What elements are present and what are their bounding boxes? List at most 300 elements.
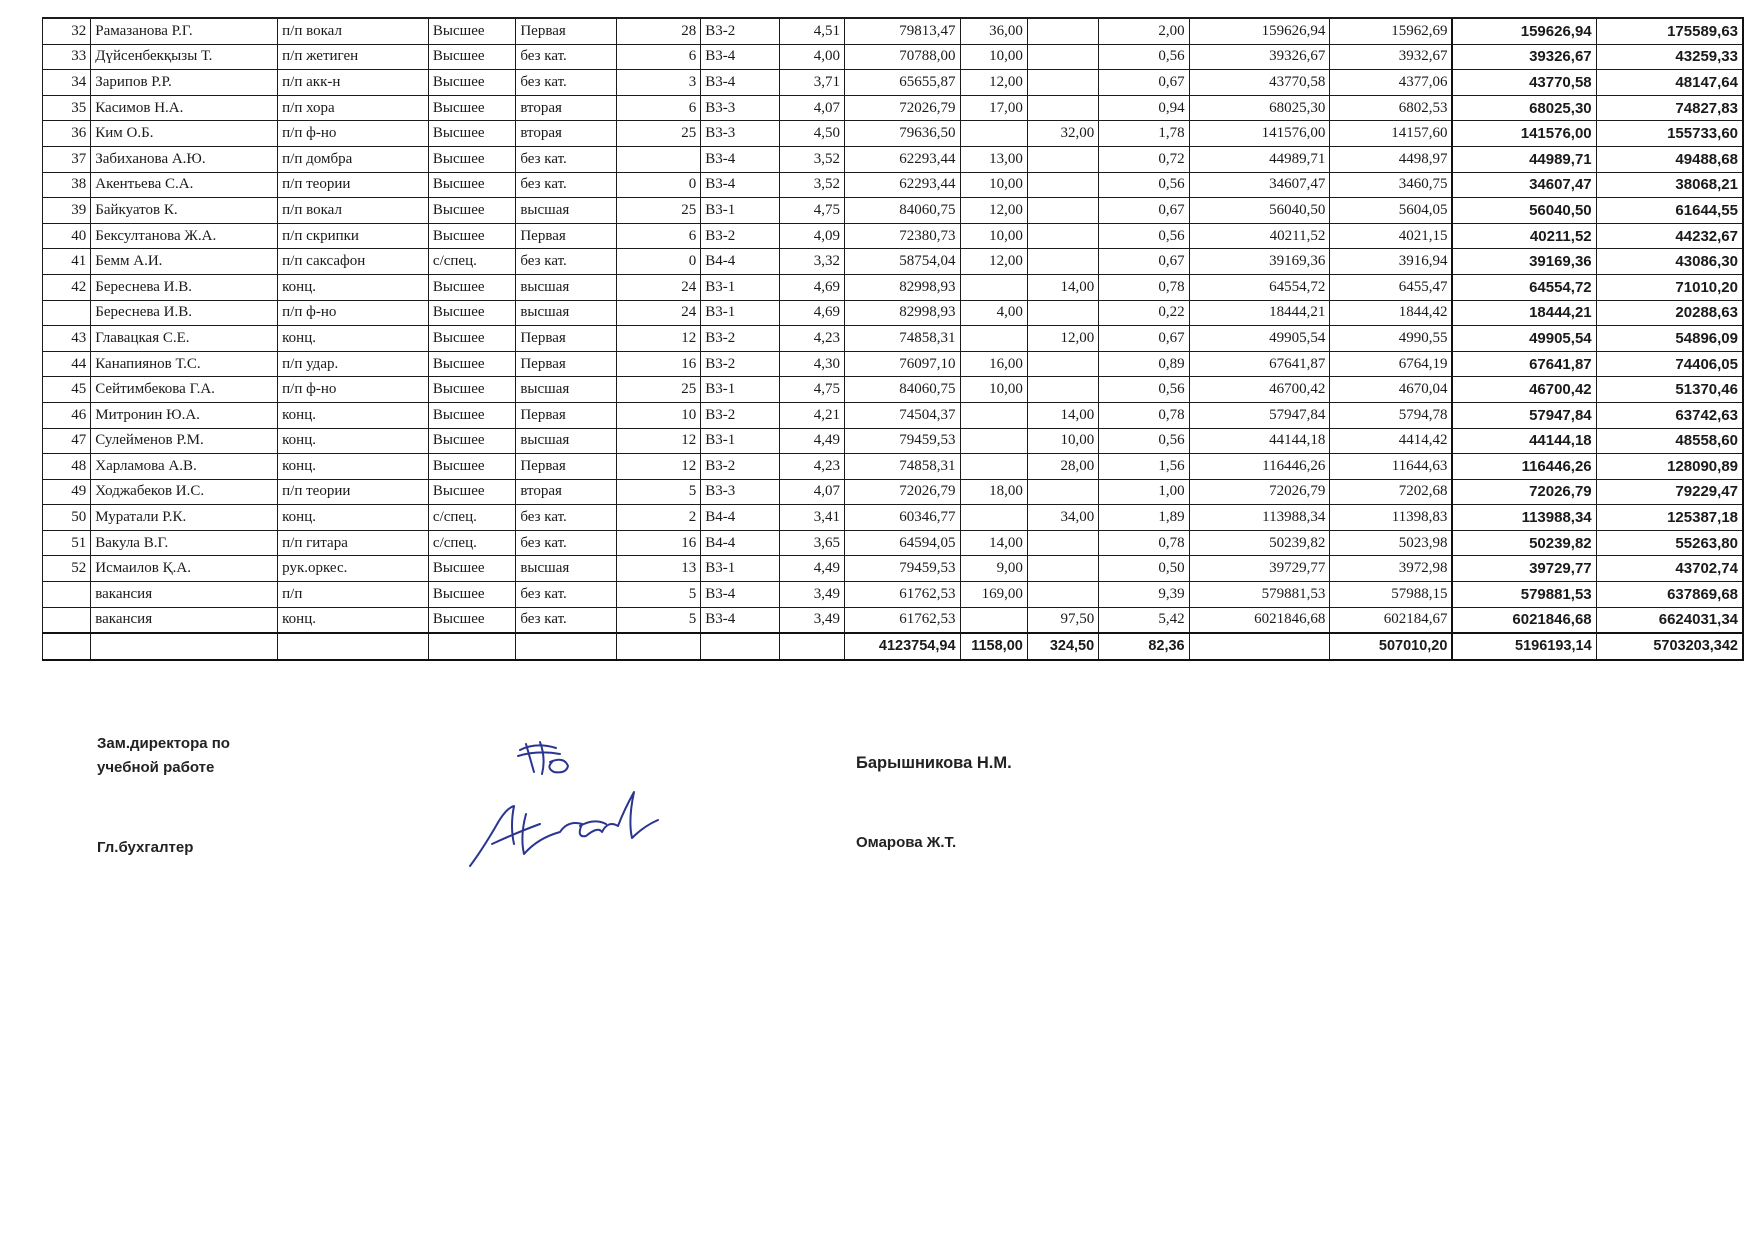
cell-subtotal: 141576,00	[1452, 121, 1596, 147]
cell-education: Высшее	[428, 402, 515, 428]
cell-education: Высшее	[428, 582, 515, 608]
cell-category: Первая	[516, 402, 617, 428]
cell-position: п/п саксафон	[278, 249, 429, 275]
cell-position	[278, 633, 429, 660]
table-row	[43, 172, 1744, 198]
cell-hours-b	[1027, 300, 1098, 326]
cell-hours-b: 324,50	[1027, 633, 1098, 660]
cell-bonus: 4990,55	[1330, 326, 1453, 352]
cell-experience: 6	[616, 95, 700, 121]
table-row	[43, 530, 1744, 556]
cell-category: высшая	[516, 274, 617, 300]
cell-bonus: 1844,42	[1330, 300, 1453, 326]
cell-num: 39	[43, 198, 91, 224]
cell-name	[91, 633, 278, 660]
cell-hours-a: 36,00	[960, 18, 1027, 44]
cell-salary-sum: 40211,52	[1189, 223, 1330, 249]
cell-grade: B3-1	[701, 198, 779, 224]
cell-grade: B3-1	[701, 274, 779, 300]
cell-hours-a	[960, 505, 1027, 531]
cell-grade: B3-2	[701, 351, 779, 377]
cell-education: Высшее	[428, 121, 515, 147]
cell-subtotal: 113988,34	[1452, 505, 1596, 531]
cell-num: 36	[43, 121, 91, 147]
cell-subtotal: 39169,36	[1452, 249, 1596, 275]
cell-position: конц.	[278, 454, 429, 480]
cell-subtotal: 159626,94	[1452, 18, 1596, 44]
table-row	[43, 351, 1744, 377]
cell-hours-b	[1027, 223, 1098, 249]
cell-total: 43702,74	[1596, 556, 1743, 582]
cell-experience: 5	[616, 479, 700, 505]
cell-experience: 6	[616, 44, 700, 70]
cell-hours-b: 14,00	[1027, 402, 1098, 428]
cell-category: без кат.	[516, 505, 617, 531]
cell-total: 175589,63	[1596, 18, 1743, 44]
cell-position: п/п акк-н	[278, 70, 429, 96]
cell-base-salary: 74858,31	[844, 326, 960, 352]
cell-rate: 0,67	[1099, 70, 1189, 96]
cell-name: Забиханова А.Ю.	[91, 146, 278, 172]
cell-grade: B3-2	[701, 402, 779, 428]
cell-coefficient: 3,49	[779, 607, 844, 633]
cell-education: Высшее	[428, 44, 515, 70]
cell-experience: 16	[616, 530, 700, 556]
cell-hours-a: 10,00	[960, 172, 1027, 198]
cell-position: конц.	[278, 402, 429, 428]
cell-grade: B4-4	[701, 530, 779, 556]
cell-subtotal: 56040,50	[1452, 198, 1596, 224]
cell-education: Высшее	[428, 223, 515, 249]
cell-rate: 0,50	[1099, 556, 1189, 582]
cell-name: Митронин Ю.А.	[91, 402, 278, 428]
cell-hours-a	[960, 428, 1027, 454]
cell-rate: 2,00	[1099, 18, 1189, 44]
cell-coefficient: 3,65	[779, 530, 844, 556]
cell-hours-a	[960, 274, 1027, 300]
cell-education: Высшее	[428, 198, 515, 224]
cell-hours-a: 12,00	[960, 198, 1027, 224]
cell-bonus: 4498,97	[1330, 146, 1453, 172]
cell-education: с/спец.	[428, 249, 515, 275]
cell-category: вторая	[516, 479, 617, 505]
cell-rate: 1,56	[1099, 454, 1189, 480]
cell-base-salary: 61762,53	[844, 607, 960, 633]
cell-education: Высшее	[428, 377, 515, 403]
cell-grade: B3-2	[701, 223, 779, 249]
cell-subtotal: 34607,47	[1452, 172, 1596, 198]
cell-num: 52	[43, 556, 91, 582]
cell-hours-b: 10,00	[1027, 428, 1098, 454]
cell-position: п/п вокал	[278, 198, 429, 224]
cell-hours-b	[1027, 44, 1098, 70]
cell-subtotal: 5196193,14	[1452, 633, 1596, 660]
cell-total: 38068,21	[1596, 172, 1743, 198]
cell-subtotal: 68025,30	[1452, 95, 1596, 121]
cell-base-salary: 72026,79	[844, 95, 960, 121]
cell-grade: B3-2	[701, 326, 779, 352]
cell-category: без кат.	[516, 607, 617, 633]
deputy-title-line2: учебной работе	[97, 759, 215, 776]
table-row	[43, 249, 1744, 275]
cell-coefficient: 4,75	[779, 377, 844, 403]
cell-education	[428, 633, 515, 660]
cell-experience: 3	[616, 70, 700, 96]
cell-category: Первая	[516, 454, 617, 480]
cell-position: конц.	[278, 428, 429, 454]
cell-grade: B3-2	[701, 18, 779, 44]
cell-grade: B3-4	[701, 70, 779, 96]
cell-position: п/п домбра	[278, 146, 429, 172]
cell-hours-b	[1027, 95, 1098, 121]
cell-education: Высшее	[428, 454, 515, 480]
cell-hours-b	[1027, 249, 1098, 275]
cell-grade: B3-4	[701, 172, 779, 198]
cell-num: 51	[43, 530, 91, 556]
cell-hours-b: 12,00	[1027, 326, 1098, 352]
cell-coefficient: 4,30	[779, 351, 844, 377]
cell-education: с/спец.	[428, 530, 515, 556]
cell-name: Ходжабеков И.С.	[91, 479, 278, 505]
cell-category: без кат.	[516, 582, 617, 608]
cell-education: Высшее	[428, 95, 515, 121]
cell-bonus: 4670,04	[1330, 377, 1453, 403]
cell-grade: B3-4	[701, 44, 779, 70]
cell-position: п/п ф-но	[278, 377, 429, 403]
cell-grade: B3-1	[701, 428, 779, 454]
cell-coefficient: 4,23	[779, 454, 844, 480]
cell-hours-b: 34,00	[1027, 505, 1098, 531]
staff-salary-table	[42, 17, 1744, 661]
cell-coefficient: 3,52	[779, 172, 844, 198]
cell-base-salary: 60346,77	[844, 505, 960, 531]
table-row	[43, 223, 1744, 249]
cell-grade: B3-4	[701, 582, 779, 608]
cell-base-salary: 74858,31	[844, 454, 960, 480]
cell-name: Дүйсенбекқызы Т.	[91, 44, 278, 70]
cell-num: 37	[43, 146, 91, 172]
cell-hours-b	[1027, 70, 1098, 96]
cell-rate: 9,39	[1099, 582, 1189, 608]
cell-base-salary: 76097,10	[844, 351, 960, 377]
cell-hours-a	[960, 454, 1027, 480]
cell-experience: 24	[616, 300, 700, 326]
cell-grade: B3-1	[701, 556, 779, 582]
cell-bonus: 4414,42	[1330, 428, 1453, 454]
table-row	[43, 377, 1744, 403]
cell-base-salary: 79636,50	[844, 121, 960, 147]
cell-total: 5703203,342	[1596, 633, 1743, 660]
cell-num: 50	[43, 505, 91, 531]
cell-num: 35	[43, 95, 91, 121]
cell-total: 79229,47	[1596, 479, 1743, 505]
cell-bonus: 14157,60	[1330, 121, 1453, 147]
cell-base-salary: 4123754,94	[844, 633, 960, 660]
table-row	[43, 454, 1744, 480]
cell-num: 46	[43, 402, 91, 428]
cell-category: высшая	[516, 198, 617, 224]
cell-rate: 0,94	[1099, 95, 1189, 121]
cell-subtotal: 44989,71	[1452, 146, 1596, 172]
cell-position: п/п жетиген	[278, 44, 429, 70]
totals-row	[43, 633, 1744, 660]
cell-position: п/п гитара	[278, 530, 429, 556]
cell-num	[43, 633, 91, 660]
cell-rate: 1,00	[1099, 479, 1189, 505]
cell-category: Первая	[516, 326, 617, 352]
table-row	[43, 198, 1744, 224]
cell-hours-b	[1027, 18, 1098, 44]
cell-rate: 0,78	[1099, 530, 1189, 556]
cell-position: п/п ф-но	[278, 300, 429, 326]
cell-name: Рамазанова Р.Г.	[91, 18, 278, 44]
cell-salary-sum: 46700,42	[1189, 377, 1330, 403]
cell-coefficient: 4,49	[779, 556, 844, 582]
cell-position: конц.	[278, 326, 429, 352]
cell-category: Первая	[516, 18, 617, 44]
cell-coefficient: 3,41	[779, 505, 844, 531]
cell-bonus: 11644,63	[1330, 454, 1453, 480]
cell-salary-sum: 50239,82	[1189, 530, 1330, 556]
cell-hours-a: 12,00	[960, 249, 1027, 275]
cell-category: без кат.	[516, 530, 617, 556]
cell-salary-sum: 44989,71	[1189, 146, 1330, 172]
cell-coefficient: 4,07	[779, 479, 844, 505]
cell-education: Высшее	[428, 274, 515, 300]
table-row	[43, 607, 1744, 633]
cell-salary-sum: 72026,79	[1189, 479, 1330, 505]
cell-grade: B3-3	[701, 121, 779, 147]
table-row	[43, 18, 1744, 44]
cell-rate: 5,42	[1099, 607, 1189, 633]
cell-salary-sum: 6021846,68	[1189, 607, 1330, 633]
cell-num: 43	[43, 326, 91, 352]
cell-name: Бемм А.И.	[91, 249, 278, 275]
table-row	[43, 300, 1744, 326]
cell-coefficient: 4,50	[779, 121, 844, 147]
cell-bonus: 5023,98	[1330, 530, 1453, 556]
cell-experience: 24	[616, 274, 700, 300]
cell-hours-b	[1027, 198, 1098, 224]
cell-category: без кат.	[516, 44, 617, 70]
cell-coefficient: 4,07	[779, 95, 844, 121]
cell-num: 41	[43, 249, 91, 275]
cell-salary-sum: 116446,26	[1189, 454, 1330, 480]
cell-education: Высшее	[428, 172, 515, 198]
cell-num: 42	[43, 274, 91, 300]
cell-hours-b: 32,00	[1027, 121, 1098, 147]
cell-salary-sum: 43770,58	[1189, 70, 1330, 96]
cell-position: конц.	[278, 607, 429, 633]
cell-hours-a: 10,00	[960, 377, 1027, 403]
cell-hours-b	[1027, 377, 1098, 403]
table-row	[43, 582, 1744, 608]
cell-rate: 0,89	[1099, 351, 1189, 377]
cell-education: с/спец.	[428, 505, 515, 531]
cell-base-salary: 79813,47	[844, 18, 960, 44]
cell-position: п/п хора	[278, 95, 429, 121]
cell-subtotal: 579881,53	[1452, 582, 1596, 608]
cell-rate: 0,56	[1099, 172, 1189, 198]
cell-experience: 2	[616, 505, 700, 531]
cell-coefficient: 3,32	[779, 249, 844, 275]
cell-total: 6624031,34	[1596, 607, 1743, 633]
cell-total: 155733,60	[1596, 121, 1743, 147]
cell-position: п/п теории	[278, 172, 429, 198]
cell-base-salary: 62293,44	[844, 146, 960, 172]
cell-category: высшая	[516, 300, 617, 326]
cell-total: 74827,83	[1596, 95, 1743, 121]
cell-hours-a: 17,00	[960, 95, 1027, 121]
table-row	[43, 402, 1744, 428]
cell-rate: 0,56	[1099, 44, 1189, 70]
cell-num	[43, 607, 91, 633]
cell-category: без кат.	[516, 70, 617, 96]
cell-position: конц.	[278, 274, 429, 300]
cell-hours-a	[960, 121, 1027, 147]
cell-salary-sum: 579881,53	[1189, 582, 1330, 608]
cell-coefficient: 4,69	[779, 300, 844, 326]
cell-experience: 16	[616, 351, 700, 377]
cell-salary-sum: 44144,18	[1189, 428, 1330, 454]
cell-hours-a: 12,00	[960, 70, 1027, 96]
cell-base-salary: 84060,75	[844, 198, 960, 224]
cell-coefficient: 4,49	[779, 428, 844, 454]
cell-subtotal: 46700,42	[1452, 377, 1596, 403]
cell-name: Касимов Н.А.	[91, 95, 278, 121]
cell-bonus: 6455,47	[1330, 274, 1453, 300]
table-row	[43, 479, 1744, 505]
cell-category	[516, 633, 617, 660]
cell-coefficient: 4,75	[779, 198, 844, 224]
cell-hours-a: 9,00	[960, 556, 1027, 582]
cell-rate: 0,56	[1099, 377, 1189, 403]
cell-education: Высшее	[428, 18, 515, 44]
cell-coefficient: 4,00	[779, 44, 844, 70]
cell-salary-sum: 34607,47	[1189, 172, 1330, 198]
cell-base-salary: 74504,37	[844, 402, 960, 428]
cell-name: Береснева И.В.	[91, 300, 278, 326]
cell-total: 43086,30	[1596, 249, 1743, 275]
cell-hours-a: 16,00	[960, 351, 1027, 377]
cell-experience: 12	[616, 326, 700, 352]
cell-total: 63742,63	[1596, 402, 1743, 428]
cell-position: п/п скрипки	[278, 223, 429, 249]
cell-coefficient: 3,49	[779, 582, 844, 608]
cell-bonus: 602184,67	[1330, 607, 1453, 633]
cell-hours-b	[1027, 582, 1098, 608]
cell-experience: 13	[616, 556, 700, 582]
cell-num: 47	[43, 428, 91, 454]
cell-base-salary: 72026,79	[844, 479, 960, 505]
cell-category: вторая	[516, 95, 617, 121]
cell-name: Харламова А.В.	[91, 454, 278, 480]
table-row	[43, 274, 1744, 300]
table-body	[43, 18, 1744, 660]
cell-total: 51370,46	[1596, 377, 1743, 403]
cell-salary-sum: 57947,84	[1189, 402, 1330, 428]
cell-bonus: 3972,98	[1330, 556, 1453, 582]
cell-salary-sum: 39729,77	[1189, 556, 1330, 582]
cell-base-salary: 79459,53	[844, 428, 960, 454]
cell-name: вакансия	[91, 582, 278, 608]
cell-education: Высшее	[428, 607, 515, 633]
cell-education: Высшее	[428, 70, 515, 96]
table-row	[43, 44, 1744, 70]
cell-grade: B3-1	[701, 377, 779, 403]
cell-category: высшая	[516, 428, 617, 454]
cell-experience: 28	[616, 18, 700, 44]
cell-total: 125387,18	[1596, 505, 1743, 531]
cell-grade: B3-1	[701, 300, 779, 326]
cell-base-salary: 79459,53	[844, 556, 960, 582]
cell-salary-sum: 67641,87	[1189, 351, 1330, 377]
cell-base-salary: 82998,93	[844, 274, 960, 300]
cell-experience: 5	[616, 582, 700, 608]
cell-coefficient: 3,52	[779, 146, 844, 172]
cell-subtotal: 67641,87	[1452, 351, 1596, 377]
cell-experience: 6	[616, 223, 700, 249]
cell-hours-a	[960, 402, 1027, 428]
cell-total: 128090,89	[1596, 454, 1743, 480]
cell-total: 43259,33	[1596, 44, 1743, 70]
cell-hours-b	[1027, 556, 1098, 582]
cell-hours-a: 4,00	[960, 300, 1027, 326]
cell-salary-sum: 64554,72	[1189, 274, 1330, 300]
cell-position: п/п	[278, 582, 429, 608]
cell-bonus: 15962,69	[1330, 18, 1453, 44]
cell-subtotal: 43770,58	[1452, 70, 1596, 96]
cell-rate: 82,36	[1099, 633, 1189, 660]
cell-grade: B3-3	[701, 479, 779, 505]
accountant-title: Гл.бухгалтер	[97, 839, 194, 856]
cell-name: вакансия	[91, 607, 278, 633]
cell-name: Канапиянов Т.С.	[91, 351, 278, 377]
cell-name: Исмаилов Қ.А.	[91, 556, 278, 582]
cell-bonus: 4377,06	[1330, 70, 1453, 96]
cell-salary-sum	[1189, 633, 1330, 660]
cell-total: 55263,80	[1596, 530, 1743, 556]
cell-total: 49488,68	[1596, 146, 1743, 172]
initials-mark	[516, 738, 574, 778]
cell-hours-a: 14,00	[960, 530, 1027, 556]
cell-name: Главацкая С.Е.	[91, 326, 278, 352]
cell-num: 33	[43, 44, 91, 70]
cell-bonus: 3932,67	[1330, 44, 1453, 70]
cell-position: п/п вокал	[278, 18, 429, 44]
cell-name: Байкуатов К.	[91, 198, 278, 224]
cell-position: п/п теории	[278, 479, 429, 505]
cell-total: 48147,64	[1596, 70, 1743, 96]
cell-bonus: 11398,83	[1330, 505, 1453, 531]
cell-coefficient: 4,21	[779, 402, 844, 428]
cell-experience	[616, 146, 700, 172]
table-row	[43, 505, 1744, 531]
cell-base-salary: 82998,93	[844, 300, 960, 326]
cell-hours-a: 18,00	[960, 479, 1027, 505]
cell-name: Акентьева С.А.	[91, 172, 278, 198]
cell-hours-a: 169,00	[960, 582, 1027, 608]
cell-name: Сулейменов Р.М.	[91, 428, 278, 454]
cell-hours-a: 1158,00	[960, 633, 1027, 660]
cell-rate: 0,56	[1099, 428, 1189, 454]
cell-experience: 0	[616, 249, 700, 275]
cell-experience: 0	[616, 172, 700, 198]
cell-bonus: 5794,78	[1330, 402, 1453, 428]
cell-name: Бексултанова Ж.А.	[91, 223, 278, 249]
cell-rate: 0,67	[1099, 326, 1189, 352]
cell-rate: 0,56	[1099, 223, 1189, 249]
